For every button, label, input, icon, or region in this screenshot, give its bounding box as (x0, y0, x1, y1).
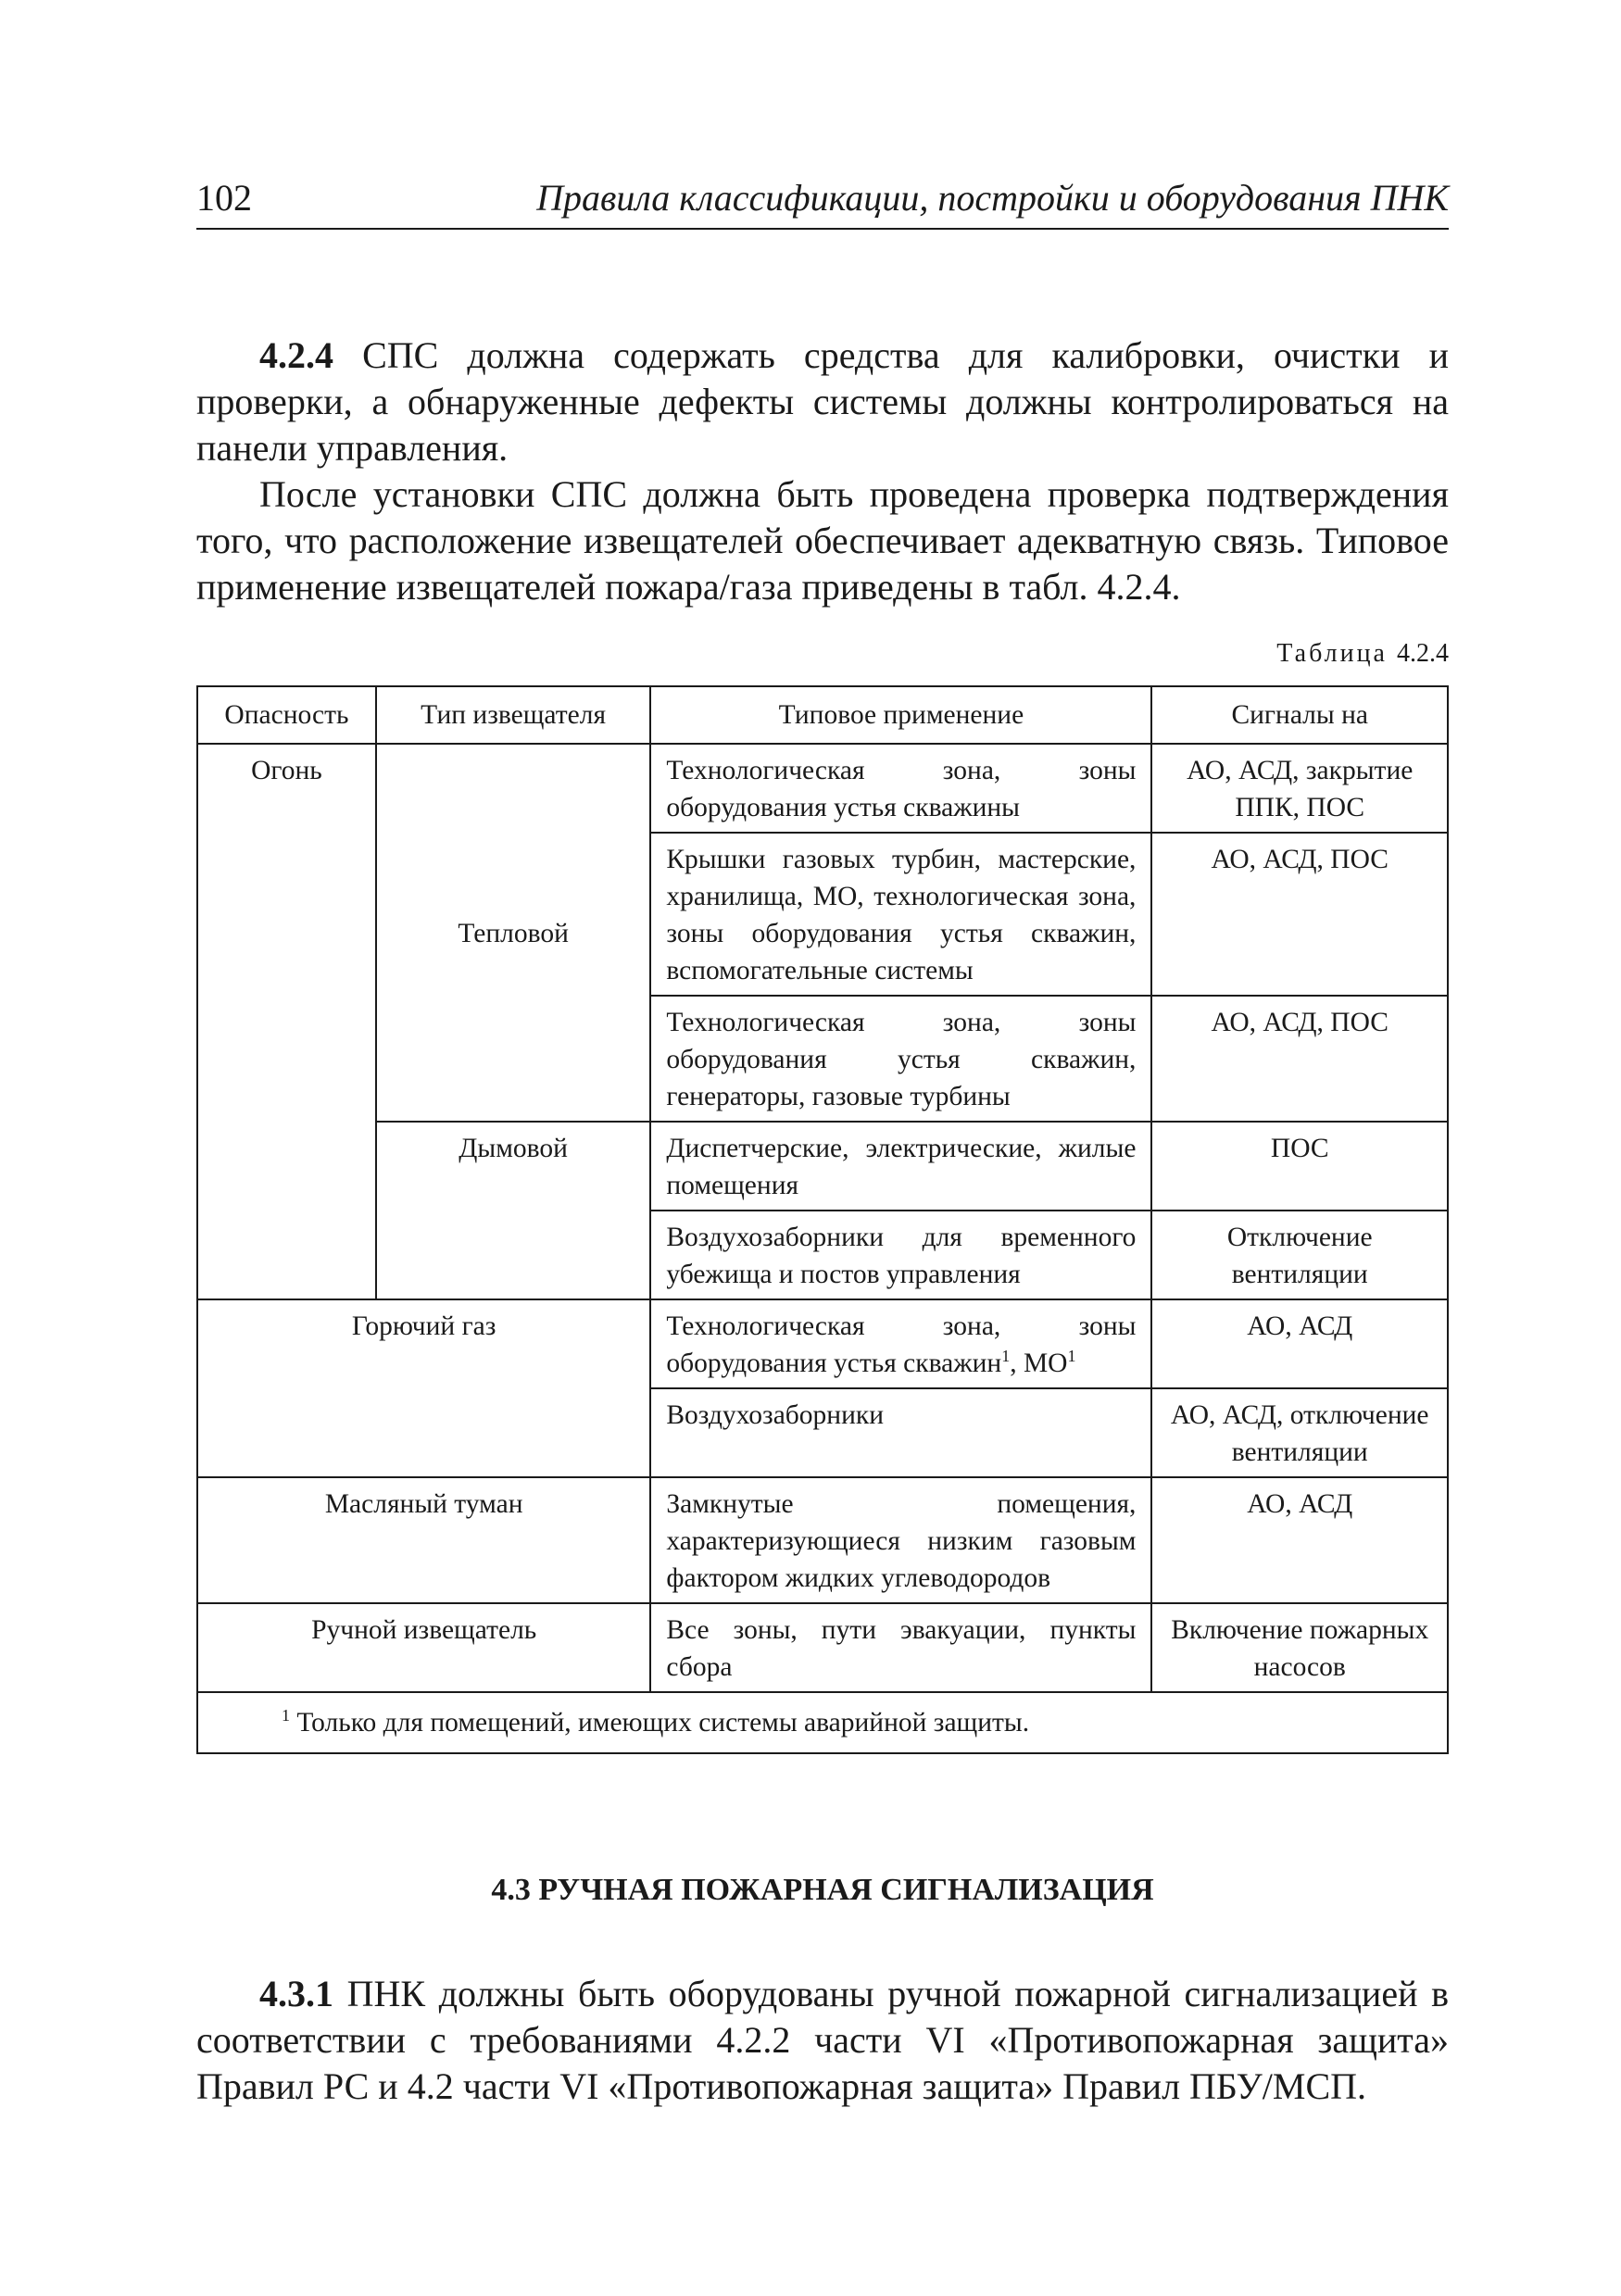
signal-cell: Включение пожарных насосов (1151, 1603, 1448, 1692)
signal-cell: Отключение вентиляции (1151, 1211, 1448, 1299)
footnote-mark: 1 (282, 1706, 290, 1725)
signal-cell: АО, АСД, отключение вентиляции (1151, 1388, 1448, 1477)
page-number: 102 (196, 177, 252, 219)
signal-cell: АО, АСД, ПОС (1151, 833, 1448, 996)
paragraph-4-2-4-text: СПС должна содержать средства для калибровки, очистки и проверки, а обнаруженные дефекты системы должны контролироваться на панели управления. (196, 334, 1449, 469)
footnote-text: Только для помещений, имеющих системы аварийной защиты. (290, 1708, 1030, 1738)
table-row (197, 1603, 1448, 1692)
application-cell: Крышки газовых турбин, мастерские, хранилища, МО, технологическая зона, зоны оборудования устья скважин, вспомогательные системы (650, 833, 1151, 996)
application-cell: Диспетчерские, электрические, жилые помещения (650, 1122, 1151, 1211)
section-title: 4.3 РУЧНАЯ ПОЖАРНАЯ СИГНАЛИЗАЦИЯ (491, 1873, 1154, 1907)
paragraph-4-2-4-first (196, 332, 1449, 471)
paragraph-4-2-4 (196, 332, 1449, 471)
signal-cell: ПОС (1151, 1122, 1448, 1211)
page-header (196, 172, 1449, 230)
hazard-flammable-gas: Горючий газ (197, 1299, 650, 1477)
table-footnote (197, 1692, 1448, 1753)
table-caption-number: 4.2.4 (1397, 639, 1449, 668)
signal-cell: АО, АСД, закрытие ППК, ПОС (1151, 744, 1448, 833)
signal-cell: АО, АСД (1151, 1477, 1448, 1603)
header-application: Типовое применение (650, 686, 1151, 744)
hazard-oil-mist: Масляный туман (197, 1477, 650, 1603)
table-caption (1276, 639, 1449, 669)
header-hazard: Опасность (197, 686, 376, 744)
application-text: Технологическая зона, зоны оборудования устья скважин (666, 1311, 1137, 1378)
application-cell: Технологическая зона, зоны оборудования устья скважин, генераторы, газовые турбины (650, 996, 1151, 1122)
signal-cell: АО, АСД (1151, 1299, 1448, 1388)
application-cell: Все зоны, пути эвакуации, пункты сбора (650, 1603, 1151, 1692)
paragraph-4-2-4-second-text: После установки СПС должна быть проведена проверка подтверждения того, что расположение извещателей обеспечивает адекватную связь. Типовое применение извещателей пожара/газа приведены в табл. 4.2.4. (196, 473, 1449, 608)
table-header-row (197, 686, 1448, 744)
paragraph-4-3-1-body (196, 1971, 1449, 2110)
application-cell: Замкнутые помещения, характеризующиеся низким газовым фактором жидких углеводородов (650, 1477, 1151, 1603)
footnote-ref: 1 (1067, 1347, 1076, 1366)
detector-table (196, 685, 1449, 1754)
application-cell (650, 1299, 1151, 1388)
table-row (197, 1477, 1448, 1603)
paragraph-4-3-1 (196, 1971, 1449, 2110)
hazard-fire: Огонь (197, 744, 376, 1299)
application-text-tail: , МО (1010, 1349, 1068, 1378)
detector-heat: Тепловой (376, 744, 651, 1122)
clause-number-4-3-1: 4.3.1 (259, 1973, 333, 2014)
running-title: Правила классификации, постройки и оборудования ПНК (536, 177, 1449, 219)
header-signals: Сигналы на (1151, 686, 1448, 744)
paragraph-4-2-4-second (196, 471, 1449, 610)
clause-number-4-2-4: 4.2.4 (259, 334, 333, 376)
table-caption-label: Таблица (1276, 639, 1388, 668)
paragraph-4-3-1-text: ПНК должны быть оборудованы ручной пожарной сигнализацией в соответствии с требованиями 4.2.2 части VI «Противопожарная защита» Правил РС и 4.2 части VI «Противопожарная защита» Правил ПБУ/МСП. (196, 1973, 1449, 2107)
footnote-ref: 1 (1001, 1347, 1011, 1366)
application-cell: Воздухозаборники (650, 1388, 1151, 1477)
application-cell: Технологическая зона, зоны оборудования устья скважины (650, 744, 1151, 833)
table-row (197, 744, 1448, 833)
header-detector-type: Тип извещателя (376, 686, 651, 744)
application-cell: Воздухозаборники для временного убежища и постов управления (650, 1211, 1151, 1299)
hazard-manual-call-point: Ручной извещатель (197, 1603, 650, 1692)
detector-smoke: Дымовой (376, 1122, 651, 1299)
signal-cell: АО, АСД, ПОС (1151, 996, 1448, 1122)
table-row (197, 1122, 1448, 1211)
table-row (197, 1299, 1448, 1388)
table-footnote-row (197, 1692, 1448, 1753)
